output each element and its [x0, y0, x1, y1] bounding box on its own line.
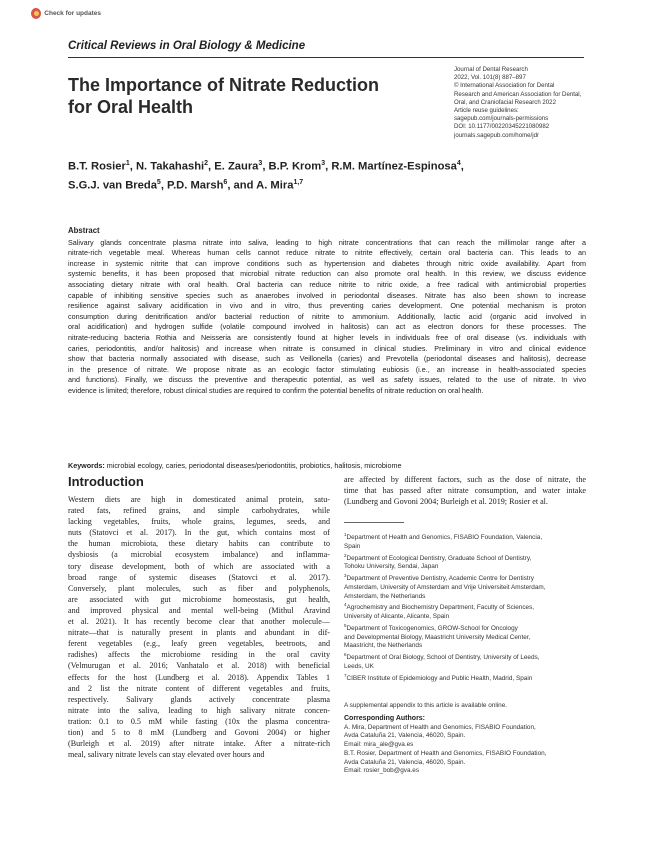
author-name: B.P. Krom [268, 160, 322, 173]
affiliation-number: 4 [344, 602, 347, 608]
abstract-line: caries, periodontitis, and/or halitosis) and increase when nitrate is consumed in clinical studies. Preliminary in vitro and clinical evidence [68, 343, 586, 353]
affiliation-line [344, 642, 589, 651]
author-affiliation-number: 4 [456, 160, 461, 167]
affiliation-text: Department of Health and Genomics, FISABIO Foundation, Valencia, [346, 534, 543, 542]
keywords-text: microbial ecology, caries, periodontal diseases/periodontitis, probiotics, halitosis, microbiome [104, 461, 402, 470]
affiliation-text: Leeds, UK [344, 662, 374, 670]
affiliation-number: 5 [344, 622, 347, 628]
affiliation-number: 1 [344, 532, 347, 537]
affiliation-text: Department of Ecological Dentistry, Graduate School of Dentistry, [346, 554, 532, 562]
author-separator: , [160, 179, 168, 192]
abstract-line: Salivary glands concentrate plasma nitrate into saliva, leading to high nitrate concentrations that can reach the millimolar range after a [68, 237, 586, 247]
abstract-line: nitrate-rich vegetable meal. Whereas human cells cannot reduce nitrate to nitrite effectively, certain oral bacteria can. This leads to an [68, 248, 586, 258]
title-line: The Importance of Nitrate Reduction [68, 75, 380, 95]
body-text-line: tion) and 5 to 8 mM (Lundberg and Govoni 2004) or higher [68, 727, 330, 737]
author-separator: , [129, 160, 136, 173]
corresponding-line: Email: mira_ale@gva.es [344, 741, 414, 749]
abstract-line: systemic benefits, it has been proposed that microbial nitrate reduction can also promote oral health. In this review, we discuss evidence [68, 269, 586, 279]
journal-name: Critical Reviews in Oral Biology & Medicine [68, 40, 306, 52]
pubinfo-line: Oral, and Craniofacial Research 2022 [454, 98, 556, 106]
body-text-line: nuts (Statovci et al. 2017). In the gut, which contains most of [68, 528, 330, 538]
body-text-line: the human microbiota, these dietary habits can contribute to [68, 539, 330, 549]
body-text-line: dysbiosis (a microbial ecosystem imbalance) and inflamma- [68, 550, 330, 560]
pubinfo-line: Journal of Dental Research [454, 66, 528, 73]
author-separator: , [262, 160, 269, 173]
pubinfo-line: DOI: 10.1177/00220345221080982 [454, 123, 550, 131]
author-affiliation-number: 5 [156, 178, 161, 186]
affiliation-text: Agrochemistry and Biochemistry Department, Faculty of Sciences, [346, 604, 535, 612]
affiliation-text: Department of Oral Biology, School of Dentistry, University of Leeds, [346, 654, 540, 662]
affiliation-number: 7 [344, 672, 347, 678]
supplemental-note: A supplemental appendix to this article is available online. [344, 702, 508, 709]
abstract [68, 226, 586, 397]
corresponding-line: Avda Cataluña 21, Valencia, 46020, Spain. [344, 732, 466, 740]
body-text-line: rated fats, refined grains, and simple carbohydrates, while [68, 506, 330, 516]
body-text-line: respectively. Salivary glands actively concentrate plasma [68, 694, 330, 704]
author-name: S.G.J. van Breda [68, 179, 157, 192]
affiliation-text: Department of Preventive Dentistry, Academic Centre for Dentistry [346, 575, 534, 583]
corresponding-line: Email: rosier_bob@gva.es [344, 767, 420, 775]
body-text-line: tration: 0.1 to 0.5 mM while fasting (10x the plasma concentra- [68, 716, 330, 726]
pubinfo-line: journals.sagepub.com/home/jdr [454, 131, 540, 139]
affiliation-line [344, 543, 589, 552]
affiliations [344, 531, 589, 683]
pubinfo-line: Article reuse guidelines: [454, 107, 519, 115]
body-text-line: effects for the host (Lundberg et al. 2018). Appendix Tables 1 [68, 672, 330, 682]
check-for-updates-badge[interactable] [31, 6, 101, 20]
affiliation-line [344, 593, 589, 602]
affiliation-text: Department of Toxicogenomics, GROW-School for Oncology [346, 624, 518, 632]
affiliation-line [344, 601, 589, 613]
abstract-line: associating dietary nitrate with oral health. Oral bacteria can reduce nitrite to nitric oxide, a free radical with antimicrobial properties [68, 279, 586, 289]
abstract-line: nitrate-reducing bacteria Rothia and Neisseria are consistently found at higher levels in individuals free of oral disease (vs. individuals with [68, 332, 586, 342]
author-name: B.T. Rosier [68, 160, 126, 173]
check-for-updates-label: Check for updates [44, 9, 101, 17]
author-list [68, 156, 588, 193]
body-text-line: radishes) affects the microbiome residing in the oral cavity [68, 650, 330, 660]
author-line [68, 156, 588, 175]
affiliation-line [344, 622, 589, 634]
author-separator: , and [227, 179, 257, 192]
body-text-line: are associated with gut microbiome homeostasis, gut health, [68, 594, 330, 604]
introduction-right-column [344, 474, 586, 507]
author-affiliation-number: 3 [258, 160, 263, 167]
abstract-heading: Abstract [68, 226, 100, 235]
affiliation-line [344, 651, 589, 663]
abstract-body [68, 238, 586, 397]
abstract-line: consumption during denitrification and/or bacterial reduction of nitrite to ammonium. Additionally, lactic acid (organic acid involved in [68, 311, 586, 321]
body-text-line: and 2 list the nitrate content of different vegetables and fruits, [68, 683, 330, 693]
body-text-line: lacking vegetables, fruits, whole grains, legumes, seeds, and [68, 517, 330, 527]
author-name: R.M. Martínez-Espinosa [331, 160, 457, 173]
introduction-heading: Introduction [68, 474, 144, 489]
abstract-line: increase in systemic nitrite that can improve conditions such as hypertension and diabetes through nitric oxide availability. Apart from [68, 258, 586, 268]
author-affiliation-number: 6 [223, 178, 228, 186]
affiliation-line [344, 563, 589, 572]
keywords [68, 461, 586, 471]
corresponding-line: Avda Cataluña 21, Valencia, 46020, Spain. [344, 758, 466, 766]
author-name: P.D. Marsh [167, 179, 224, 192]
pubinfo-line: 2022, Vol. 101(8) 887–897 [454, 74, 526, 82]
body-text-line: time that has passed after nitrate consumption, and water intake [344, 486, 586, 496]
body-text-line: and improved physical and mental well-being (Mithul Aravind [68, 605, 330, 615]
corresponding-line: B.T. Rosier, Department of Health and Genomics, FISABIO Foundation, [344, 749, 547, 757]
publication-info [454, 66, 594, 140]
affiliation-text: Maastricht, the Netherlands [344, 642, 423, 650]
affiliation-number: 3 [344, 573, 347, 579]
affiliation-line [344, 672, 589, 684]
abstract-line: show that bacteria normally associated with disease, such as Veillonella (caries) and Prevotella (periodontal diseases and halitosis), decrease [68, 354, 586, 364]
body-text-line: Western diets are high in domesticated animal protein, satu- [68, 495, 330, 504]
body-text-line: nitrate—that is naturally present in plants and abundant in dif- [68, 628, 330, 638]
body-text-line: broad range of systemic diseases (Statovci et al. 2017). [68, 572, 330, 582]
author-affiliation-number: 3 [321, 160, 326, 167]
author-separator: , [208, 160, 215, 173]
affiliation-number: 2 [344, 552, 347, 558]
affiliation-line [344, 552, 589, 564]
affiliation-text: and Developmental Biology, Maastricht University Medical Center, [344, 633, 531, 641]
author-line [68, 175, 588, 194]
body-text-line: (Lundberg and Govoni 2004; Burleigh et al. 2019; Rosier et al. [344, 497, 548, 507]
body-text-line: nitrate into the saliva, leading to high salivary nitrate concen- [68, 705, 330, 715]
body-text-line: (Burleigh et al. 2019) after nitrate intake. After a nitrate-rich [68, 739, 330, 749]
abstract-line: resilience against salivary acidification in vivo and in vitro, thus preventing caries development. One potential mechanism is proton [68, 301, 586, 311]
affiliation-text: Spain [344, 542, 361, 550]
header-rule [68, 57, 584, 58]
author-affiliation-number: 1,7 [293, 178, 304, 186]
corresponding-authors [344, 715, 589, 776]
author-name: E. Zaura [214, 160, 259, 173]
corresponding-heading: Corresponding Authors: [344, 715, 426, 722]
affiliation-line [344, 634, 589, 643]
affiliation-text: Amsterdam, the Netherlands [344, 592, 426, 600]
body-text-line: et al. 2021). It has recently become clear that another molecule— [68, 617, 330, 627]
affiliation-number: 6 [344, 652, 347, 658]
affiliation-line [344, 613, 589, 622]
body-text-line: ferent vegetables (e.g., leafy green vegetables, beetroots, and [68, 639, 330, 649]
author-affiliation-number: 1 [125, 160, 130, 167]
abstract-line: in the presence of nitrate. We propose nitrate as an ecologic factor stimulating eubiosis (i.e., an increase in health-associated species [68, 364, 586, 374]
author-separator: , [460, 160, 464, 173]
keywords-label: Keywords: [68, 461, 105, 470]
pubinfo-line: Research and American Association for Dental, [454, 90, 582, 98]
affiliation-text: University of Alicante, Alicante, Spain [344, 613, 450, 621]
introduction-left-column [68, 494, 330, 760]
update-icon [31, 8, 41, 19]
author-name: N. Takahashi [135, 160, 205, 173]
affiliation-line [344, 663, 589, 672]
body-text-line: (Velmurugan et al. 2016; Vanhatalo et al. 2018) with beneficial [68, 661, 330, 671]
pubinfo-line: sagepub.com/journals-permissions [454, 115, 549, 123]
corresponding-details [344, 724, 589, 776]
affiliation-text: Tohoku University, Sendai, Japan [344, 563, 439, 571]
affiliation-text: Amsterdam, University of Amsterdam and Vrije Universiteit Amsterdam, [344, 583, 546, 591]
body-text-line: tory disease development, both of which are associated with a [68, 561, 330, 571]
title-line: for Oral Health [68, 97, 194, 117]
abstract-line: capable of inhibiting sensitive species such as anaerobes involved in periodontal diseases. Nitrate has also been shown to increase [68, 290, 586, 300]
footnote-rule [344, 522, 404, 523]
affiliation-line [344, 531, 589, 543]
pubinfo-line: © International Association for Dental [454, 82, 555, 90]
abstract-line: and functions). Finally, we discuss the preventive and therapeutic potential, as well as safety issues, related to the use of nitrate. In vivo [68, 375, 586, 385]
affiliation-text: CIBER Institute of Epidemiology and Public Health, Madrid, Spain [346, 674, 533, 682]
body-text-line: meal, salivary nitrate levels can stay elevated over hours and [68, 750, 265, 760]
affiliation-line [344, 572, 589, 584]
author-affiliation-number: 2 [204, 160, 209, 167]
body-text-line: Conversely, plant molecules, such as fiber and polyphenols, [68, 583, 330, 593]
abstract-line: evidence is limited; therefore, robust clinical studies are required to confirm the potential benefits of nitrate reduction on oral health. [68, 385, 484, 395]
author-separator: , [325, 160, 332, 173]
affiliation-line [344, 584, 589, 593]
body-text-line: are affected by different factors, such as the dose of nitrate, the [344, 475, 586, 484]
abstract-line: oral acidification) and hydrogen sulfide (volatile compound involved in halitosis) can act as electron donors for these processes. The [68, 322, 586, 332]
corresponding-line: A. Mira, Department of Health and Genomics, FISABIO Foundation, [344, 723, 536, 731]
author-name: A. Mira [256, 179, 294, 192]
article-title [68, 74, 448, 118]
